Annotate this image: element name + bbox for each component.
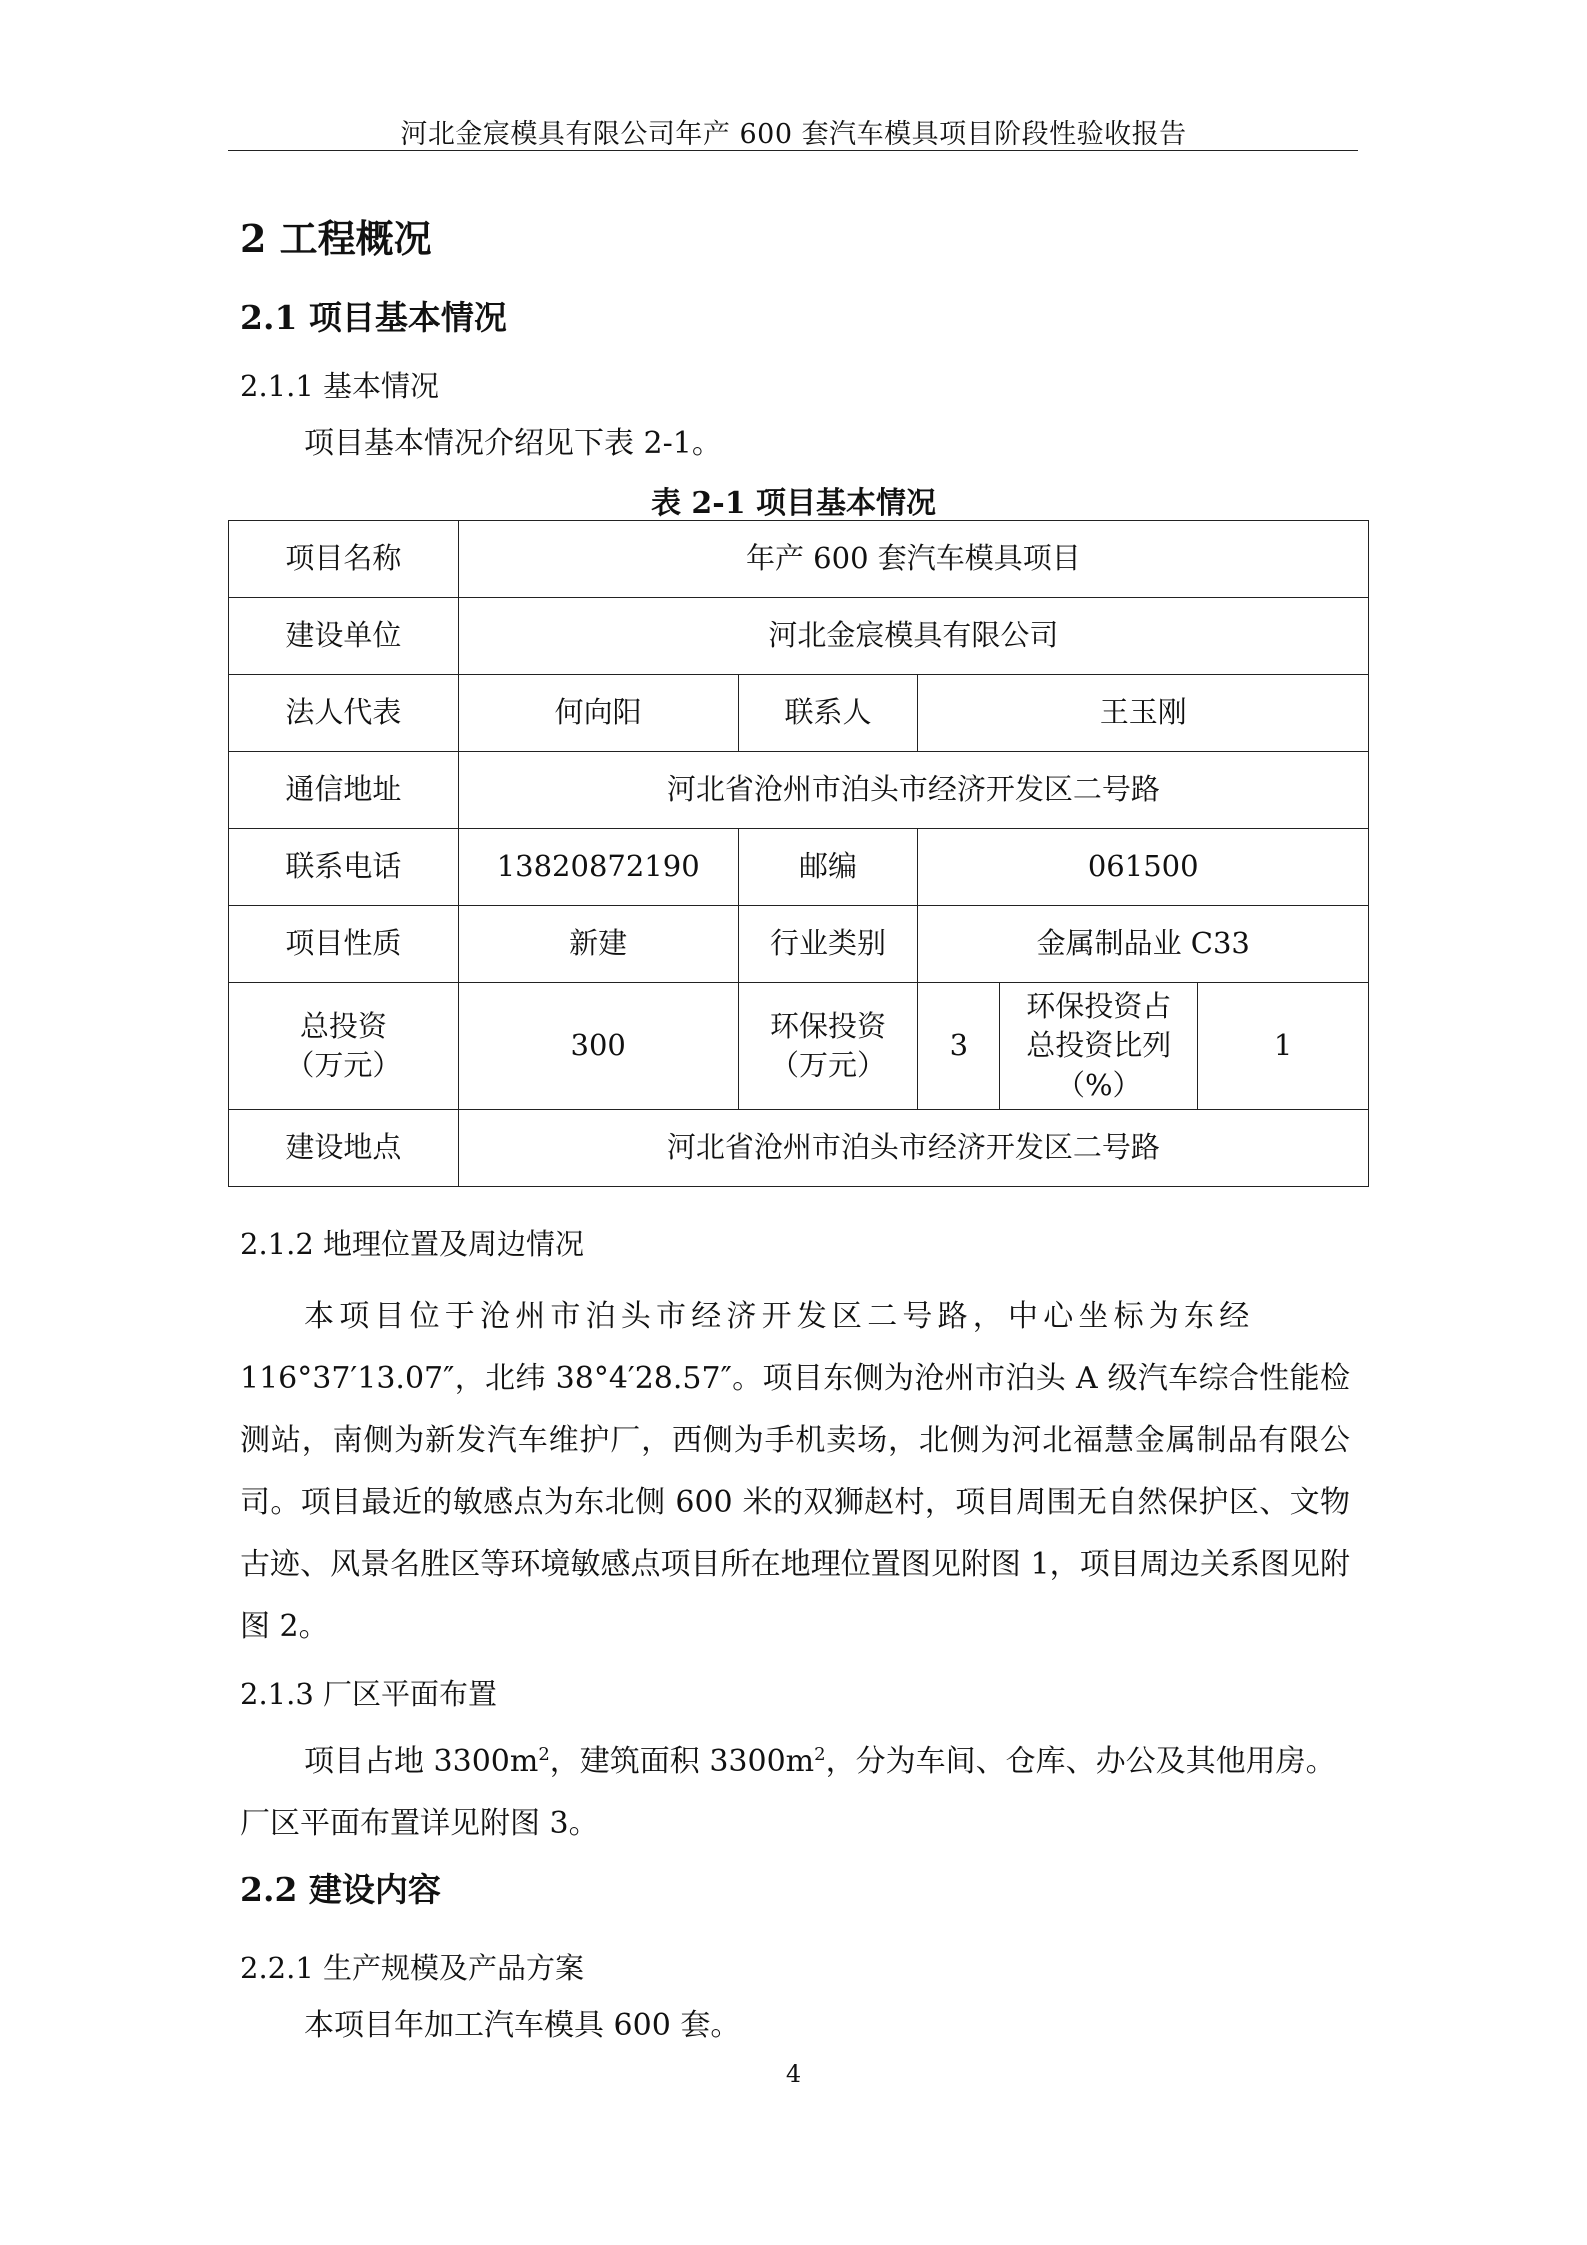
layout-line-2: 厂区平面布置详见附图 3。: [240, 1806, 599, 1841]
layout-text: ，分为车间、仓库、办公及其他用房。: [825, 1744, 1336, 1779]
production-paragraph: 本项目年加工汽车模具 600 套。: [304, 2008, 741, 2043]
cell-label: 行业类别: [738, 906, 918, 983]
cell-value: 1: [1198, 983, 1369, 1110]
env-invest-label: 环保投资: [770, 1008, 887, 1043]
location-line-1: 本项目位于沧州市泊头市经济开发区二号路，中心坐标为东经: [304, 1299, 1255, 1334]
cell-value: 13820872190: [458, 829, 738, 906]
cell-value: 河北省沧州市泊头市经济开发区二号路: [458, 1110, 1368, 1187]
cell-label: 建设单位: [229, 598, 459, 675]
area-unit-superscript: 2: [814, 1744, 826, 1765]
cell-value: 河北金宸模具有限公司: [458, 598, 1368, 675]
subsection-heading-2-1-2: 2.1.2 地理位置及周边情况: [240, 1227, 585, 1261]
location-line-rest: 116°37′13.07″，北纬 38°4′28.57″。项目东侧为沧州市泊头 A 级汽车综合性能检测站，南侧为新发汽车维护厂，西侧为手机卖场，北侧为河北福慧金属制品有限公司。项目最近的敏感点为东北侧 600 米的双狮赵村，项目周围无自然保护区、文物古迹、风景名胜区等环境敏感点项目所在地理位置图见附图 1，项目周边关系图见附图 2。: [240, 1361, 1350, 1644]
cell-label: 邮编: [738, 829, 918, 906]
table-row: [229, 983, 1369, 1110]
table-row: [229, 1110, 1369, 1187]
cell-value: 新建: [458, 906, 738, 983]
cell-label: [1000, 983, 1198, 1110]
table-row: [229, 598, 1369, 675]
subsection-heading-2-1-1: 2.1.1 基本情况: [240, 369, 440, 403]
cell-value: 王玉刚: [918, 675, 1369, 752]
cell-label: 建设地点: [229, 1110, 459, 1187]
project-info-table: [228, 520, 1369, 1187]
cell-label: 联系电话: [229, 829, 459, 906]
cell-value: 何向阳: [458, 675, 738, 752]
cell-label: 项目性质: [229, 906, 459, 983]
cell-value: 年产 600 套汽车模具项目: [458, 521, 1368, 598]
section-heading-2-1: 2.1 项目基本情况: [240, 298, 507, 337]
cell-label: [738, 983, 918, 1110]
cell-value: 河北省沧州市泊头市经济开发区二号路: [458, 752, 1368, 829]
subsection-heading-2-2-1: 2.2.1 生产规模及产品方案: [240, 1951, 585, 1985]
header-divider: [228, 150, 1358, 151]
table-caption: 表 2-1 项目基本情况: [650, 486, 937, 521]
table-row: [229, 829, 1369, 906]
cell-value: 3: [918, 983, 1000, 1110]
table-row: [229, 521, 1369, 598]
ratio-label-unit: （%）: [1055, 1067, 1142, 1102]
location-paragraph: [240, 1286, 1350, 1658]
running-header: 河北金宸模具有限公司年产 600 套汽车模具项目阶段性验收报告: [400, 119, 1187, 150]
env-invest-unit: （万元）: [770, 1048, 887, 1082]
cell-label: 联系人: [738, 675, 918, 752]
section-heading-2-2: 2.2 建设内容: [240, 1870, 441, 1909]
table-intro-text: 项目基本情况介绍见下表 2-1。: [304, 426, 722, 461]
cell-value: 300: [458, 983, 738, 1110]
section-heading-2: 2 工程概况: [240, 216, 432, 261]
table-row: [229, 675, 1369, 752]
layout-line-1: [240, 1724, 1350, 1793]
subsection-heading-2-1-3: 2.1.3 厂区平面布置: [240, 1677, 498, 1711]
table-row: [229, 906, 1369, 983]
cell-label: 通信地址: [229, 752, 459, 829]
page-number: 4: [785, 2060, 802, 2088]
layout-text: ，建筑面积 3300m: [549, 1744, 815, 1779]
total-invest-unit: （万元）: [285, 1048, 402, 1082]
table-row: [229, 752, 1369, 829]
total-invest-label: 总投资: [299, 1008, 387, 1043]
area-unit-superscript: 2: [538, 1744, 550, 1765]
cell-value: 061500: [918, 829, 1369, 906]
cell-label: 法人代表: [229, 675, 459, 752]
layout-text: 项目占地 3300m: [304, 1744, 539, 1779]
cell-label: [229, 983, 459, 1110]
layout-paragraph: [240, 1724, 1350, 1855]
cell-value: 金属制品业 C33: [918, 906, 1369, 983]
ratio-label-line: 环保投资占: [1026, 989, 1172, 1024]
ratio-label-line: 总投资比列: [1026, 1028, 1172, 1063]
cell-label: 项目名称: [229, 521, 459, 598]
